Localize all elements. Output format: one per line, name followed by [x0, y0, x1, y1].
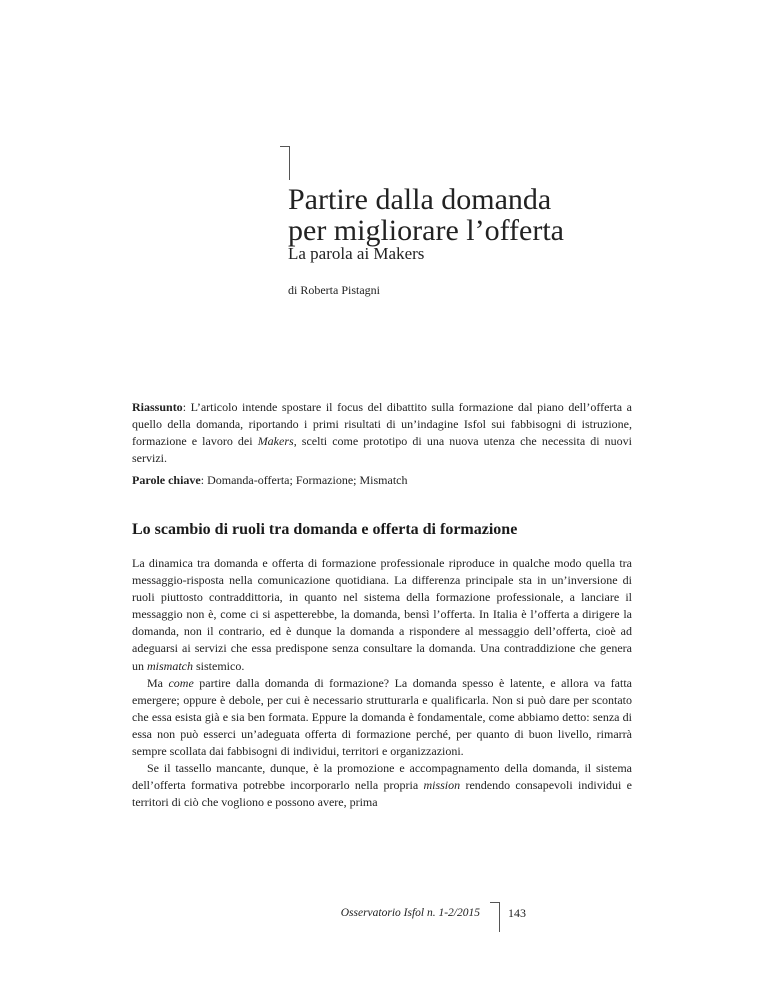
article-author: di Roberta Pistagni	[288, 283, 380, 297]
p1-italic: mismatch	[147, 658, 193, 673]
footer-journal: Osservatorio Isfol n. 1-2/2015	[340, 907, 480, 919]
page-number: 143	[508, 906, 526, 920]
p3-end: rendendo consapevoli individui e territori di ciò che vogliono e possono avere, prima	[132, 778, 632, 810]
keywords-text: : Domanda-offerta; Formazione; Mismatch	[200, 473, 408, 487]
abstract-italic-term: Makers	[257, 434, 294, 448]
p2-start: Ma	[147, 675, 169, 690]
abstract-label: Riassunto	[132, 400, 183, 414]
body-paragraph-3	[132, 760, 632, 811]
article-title-line2: per migliorare l’offerta	[288, 214, 564, 247]
article-title-line1: Partire dalla domanda	[288, 183, 552, 216]
section-heading: Lo scambio di ruoli tra domanda e offerta di formazione	[132, 521, 518, 538]
corner-crop-mark-bottom	[490, 902, 500, 932]
article-title	[288, 184, 564, 246]
body-paragraph-1	[132, 555, 632, 675]
keywords-label: Parole chiave	[132, 473, 201, 487]
p1-text: La dinamica tra domanda e offerta di formazione professionale riproduce in qualche modo quella tra messaggio-risposta nella comunicazione quotidiana. La differenza principale sta in un’inversione di ruoli piuttosto contraddittoria, in quanto nel sistema della formazione professionale, a lanciare il messaggio non è, come ci si aspetterebbe, la domanda, bensì l’offerta. In Italia è l’offerta a dirigere la domanda, non il contrario, ed è dunque la domanda a rispondere al messaggio dell’offerta, cioè ad adeguarsi ai servizi che essa predispone senza consultare la domanda. Una contraddizione che genera un	[132, 556, 632, 673]
p2-italic: come	[168, 675, 194, 690]
abstract	[132, 399, 632, 467]
abstract-text-after: , scelti come prototipo di una nuova utenza che necessita di nuovi servizi.	[132, 434, 633, 465]
corner-crop-mark-top	[280, 146, 290, 180]
p3-text: Se il tassello mancante, dunque, è la promozione e accompagnamento della domanda, il sistema dell’offerta formativa potrebbe incorporarlo nella propria	[132, 761, 632, 793]
abstract-text-before: : L’articolo intende spostare il focus del dibattito sulla formazione dal piano dell’offerta a quello della domanda, riportando i primi risultati di un’indagine Isfol sui fabbisogni di istruzione, formazione e lavoro dei	[132, 400, 632, 448]
article-subtitle: La parola ai Makers	[288, 244, 425, 263]
keywords	[132, 472, 632, 488]
body-text	[132, 555, 632, 811]
body-paragraph-2	[132, 675, 632, 760]
p3-italic: mission	[423, 778, 461, 793]
p2-text: partire dalla domanda di formazione? La domanda spesso è latente, e allora va fatta emergere; oppure è debole, per cui è necessario strutturarla e qualificarla. Non si può dare per scontato che essa esista già e sia ben formata. Eppure la domanda è fondamentale, come abbiamo detto: senza di essa non può esserci un’adeguata offerta di formazione perché, per quanto di buon livello, rimarrà sempre scollata dai fabbisogni di individui, territori e organizzazioni.	[132, 675, 632, 759]
p1-end: sistemico.	[193, 658, 245, 673]
